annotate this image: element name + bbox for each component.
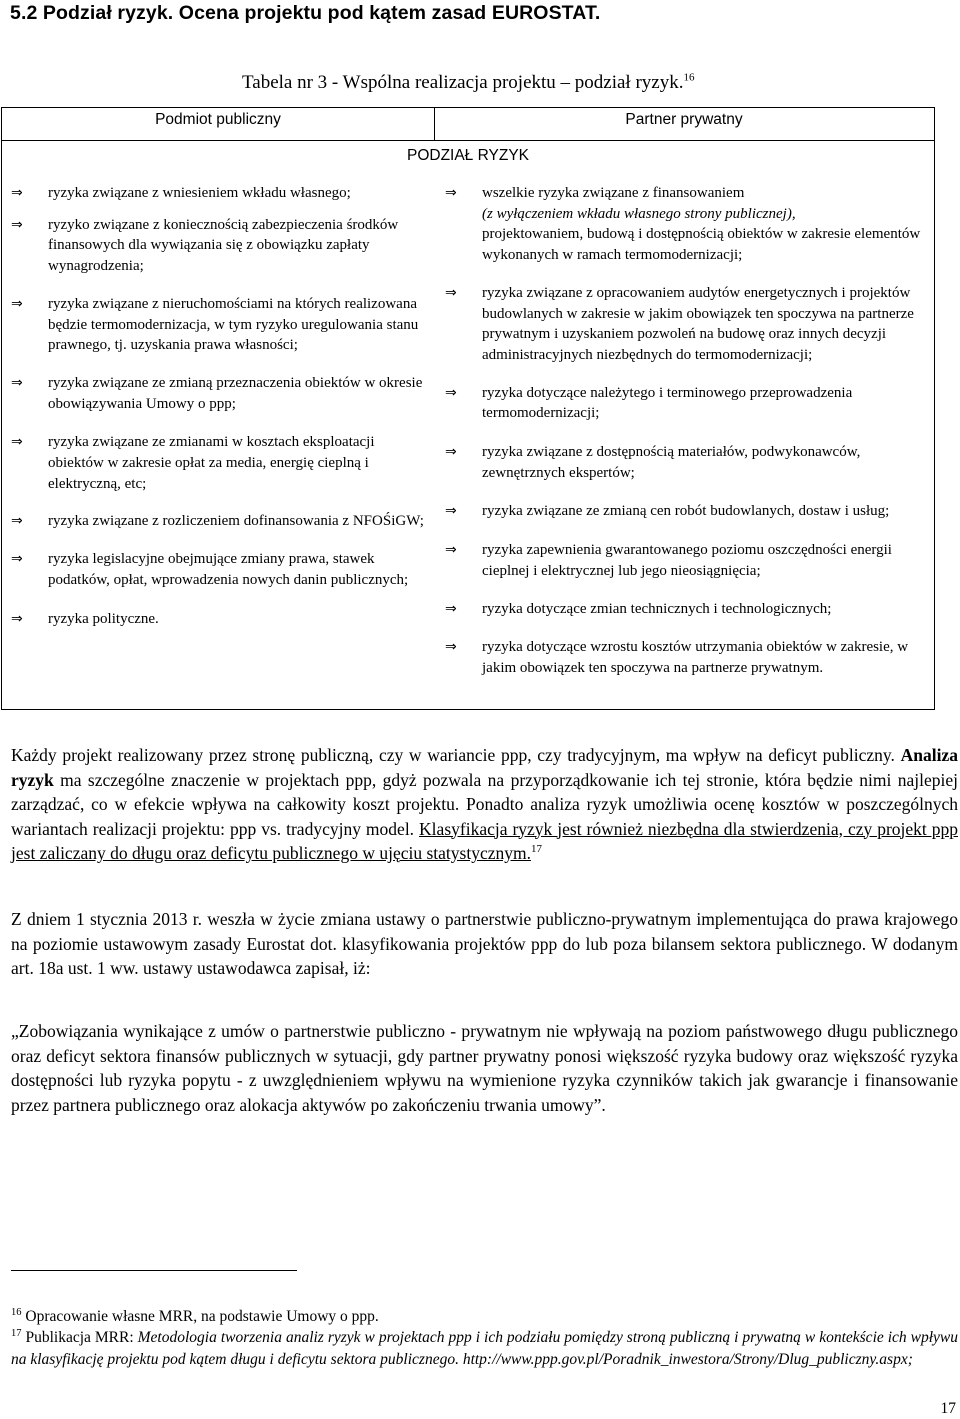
list-item-text: ryzyka związane z nieruchomościami na których realizowana będzie termomodernizacja, w tym ryzyko uregulowania stanu prawnego, tj. uzyskania prawa własności; xyxy=(48,295,419,354)
right-arrow-icon: ⇒ xyxy=(445,542,457,559)
footnote-17: $^{17}$ Publikacja MRR: Metodologia tworzenia analiz ryzyk w projektach ppp i ich podziału pomiędzy stroną publiczną i prywatną w kontekście ich wpływu na klasyfikację projektu pod kątem długu i deficytu sektora publicznego. http://www.ppp.gov.pl/Poradnik_inwestora/Strony/Dlug_publiczny.aspx; xyxy=(11,1327,959,1368)
list-item-text: ryzyka związane ze zmianą przeznaczenia obiektów w okresie obowiązywania Umowy o ppp; xyxy=(48,374,423,412)
right-arrow-icon: ⇒ xyxy=(445,639,457,656)
paragraph-risk-analysis: Każdy projekt realizowany przez stronę publiczną, czy w wariancie ppp, czy tradycyjnym, ma wpływ na deficyt publiczny. Analiza ryzyk ma szczególne znaczenie w projektach ppp, gdyż pozwala na przyporządkowanie ich tej stronie, która będzie nimi najlepiej zarządzać, co w efekcie wpływa na całkowity koszt projektu. Ponadto analiza ryzyk umożliwia ocenę kosztów w poszczególnych wariantach realizacji projektu: ppp vs. tradycyjny model. Klasyfikacja ryzyk jest również niezbędna dla stwierdzenia, czy projekt ppp jest zaliczany do długu oraz deficytu publicznego w ujęciu statystycznym.$^{17}$ xyxy=(11,745,958,863)
header-rule xyxy=(2,140,934,141)
right-arrow-icon: ⇒ xyxy=(11,374,23,391)
paragraph-eurostat-amendment: Z dniem 1 stycznia 2013 r. weszła w życie zmiana ustawy o partnerstwie publiczno-prywatnym implementująca do prawa krajowego na poziomie ustawowym zasady Eurostat dot. klasyfikowania projektów ppp do lub poza bilansem sektora publicznego. W dodanym art. 18a ust. 1 ww. ustawy ustawodawca zapisał, iż: xyxy=(11,909,958,978)
list-item-text: ryzyka legislacyjne obejmujące zmiany prawa, stawek podatków, opłat, wprowadzenia nowych danin publicznych; xyxy=(48,551,409,588)
list-item-text: ryzyka zapewnienia gwarantowanego poziomu oszczędności energii cieplnej i elektrycznej lub jego nieosiągnięcia; xyxy=(482,542,892,579)
list-item-text: ryzyka związane ze zmianami w kosztach eksploatacji obiektów w zakresie opłat za media, energię cieplną i elektryczną, etc; xyxy=(48,434,375,492)
list-item-text: ryzyka polityczne. xyxy=(48,610,159,627)
list-item xyxy=(10,294,430,356)
right-arrow-icon: ⇒ xyxy=(11,513,23,530)
footnote-separator xyxy=(11,1270,297,1271)
right-arrow-icon: ⇒ xyxy=(11,434,23,451)
footnote-16: $^{16}$ Opracowanie własne MRR, na podstawie Umowy o ppp. xyxy=(11,1306,379,1325)
footnote-17-title-link[interactable]: Metodologia tworzenia analiz ryzyk w projektach ppp i ich podziału pomiędzy stroną publiczną i prywatną w kontekście ich wpływu na klasyfikację projektu pod kątem długu i deficytu sektora publicznego. http://www.ppp.gov.pl/Poradnik_inwestora/Strony/Dlug_publiczny.aspx; xyxy=(11,1329,959,1368)
list-item-text: ryzyka związane z opracowaniem audytów energetycznych i projektów budowlanych w zakresie w jakim obowiązek ten spoczywa na partnerze prywatnym i uzyskaniem pozwoleń na budowę oraz innych decyzji administracyjnych niezbędnych do termomodernizacji; xyxy=(482,284,914,363)
list-item xyxy=(10,215,430,277)
right-arrow-icon: ⇒ xyxy=(445,185,457,201)
right-arrow-icon: ⇒ xyxy=(445,444,457,461)
footnote-ref-16[interactable]: 16 xyxy=(683,71,695,84)
footnote-ref-17[interactable]: 17 xyxy=(530,843,542,856)
list-item-text: wszelkie ryzyka związane z finansowaniem (z wyłączeniem wkładu własnego strony publicznej), projektowaniem, budową i dostępnością obiektów w zakresie elementów wykonanych w ramach termomodernizacji; xyxy=(482,185,921,264)
right-arrow-icon: ⇒ xyxy=(11,551,23,568)
quote-article-18a: „Zobowiązania wynikające z umów o partnerstwie publiczno - prywatnym nie wpływają na poziom państwowego długu publicznego oraz deficyt sektora finansów publicznych w sytuacji, gdy partner prywatny ponosi większość ryzyka budowy oraz większość ryzyka dostępności lub ryzyka popytu - z uwzględnieniem wpływu na wymienione ryzyka czynników takich jak gwarancje i finansowanie przez partnera publicznego oraz alokacja aktywów po zakończeniu trwania umowy”. xyxy=(11,1021,958,1115)
right-arrow-icon: ⇒ xyxy=(11,185,23,201)
public-risks-column xyxy=(10,183,430,629)
header-private-partner: Partner prywatny xyxy=(625,111,743,128)
list-item xyxy=(444,637,930,678)
section-heading: 5.2 Podział ryzyk. Ocena projektu pod kątem zasad EUROSTAT. xyxy=(10,2,601,24)
list-item xyxy=(444,540,930,581)
list-item xyxy=(10,511,430,532)
header-divider xyxy=(434,108,435,140)
right-arrow-icon: ⇒ xyxy=(11,295,23,312)
right-arrow-icon: ⇒ xyxy=(11,216,23,233)
list-item xyxy=(10,549,430,590)
list-item-text: ryzyka dotyczące zmian technicznych i technologicznych; xyxy=(482,600,832,617)
table-caption-text: Tabela nr 3 - Wspólna realizacja projektu – podział ryzyk. xyxy=(242,72,684,93)
list-item-text: ryzyko związane z koniecznością zabezpieczenia środków finansowych dla wywiązania się z obowiązku zapłaty wynagrodzenia; xyxy=(48,216,399,275)
list-item-text: ryzyka związane z wniesieniem wkładu własnego; xyxy=(48,185,351,201)
right-arrow-icon: ⇒ xyxy=(445,284,457,301)
risk-allocation-subheader: PODZIAŁ RYZYK xyxy=(406,147,530,164)
list-item xyxy=(10,373,430,414)
right-arrow-icon: ⇒ xyxy=(11,610,23,627)
list-item-text: ryzyka związane z rozliczeniem dofinansowania z NFOŚiGW; xyxy=(48,513,424,530)
right-arrow-icon: ⇒ xyxy=(445,503,457,520)
private-risks-column xyxy=(444,183,930,679)
list-item xyxy=(10,432,430,494)
list-item xyxy=(10,183,430,204)
list-item xyxy=(444,283,930,366)
right-arrow-icon: ⇒ xyxy=(445,600,457,617)
list-item xyxy=(444,183,930,266)
list-item xyxy=(444,383,930,424)
list-item xyxy=(10,609,430,630)
table-caption xyxy=(242,72,694,94)
list-item xyxy=(444,442,930,483)
right-arrow-icon: ⇒ xyxy=(445,384,457,401)
list-item xyxy=(444,599,930,620)
list-item-text: ryzyka związane z dostępnością materiałów, podwykonawców, zewnętrznych ekspertów; xyxy=(482,444,861,481)
list-item xyxy=(444,501,930,522)
page-number: 17 xyxy=(940,1400,956,1417)
list-item-text: ryzyka dotyczące należytego i terminowego przeprowadzenia termomodernizacji; xyxy=(482,384,853,422)
list-item-text: ryzyka związane ze zmianą cen robót budowlanych, dostaw i usług; xyxy=(482,503,890,520)
header-public-entity: Podmiot publiczny xyxy=(155,111,281,128)
risk-table xyxy=(1,107,935,710)
list-item-text: ryzyka dotyczące wzrostu kosztów utrzymania obiektów w zakresie, w jakim obowiązek ten spoczywa na partnerze prywatnym. xyxy=(482,639,909,676)
